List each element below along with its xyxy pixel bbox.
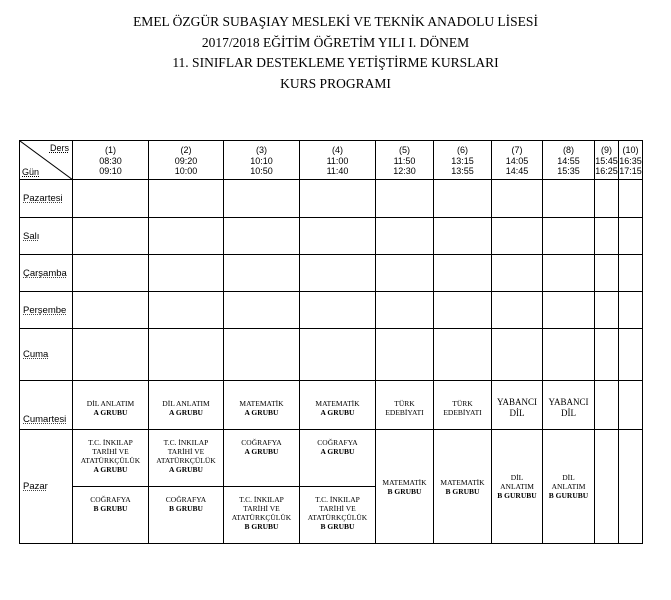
day-label: Perşembe bbox=[20, 292, 73, 329]
course-cell: MATEMATİK B GRUBU bbox=[434, 430, 492, 544]
period-header: (1) 08:30 09:10 bbox=[73, 141, 149, 180]
period-header: (3) 10:10 10:50 bbox=[224, 141, 300, 180]
period-header: (8) 14:55 15:35 bbox=[543, 141, 595, 180]
day-label: Pazartesi bbox=[20, 180, 73, 218]
course-cell: YABANCI DİL bbox=[492, 381, 543, 430]
period-header-row bbox=[20, 141, 643, 180]
schedule-table bbox=[19, 140, 643, 544]
day-row-cumartesi bbox=[20, 381, 643, 430]
day-row-pazartesi bbox=[20, 180, 643, 218]
course-cell: T.C. İNKILAP TARİHİ VE ATATÜRKÇÜLÜK B GRUBU bbox=[300, 487, 376, 544]
course-cell: DİL ANLATIM B GURUBU bbox=[543, 430, 595, 544]
gun-label: Gün bbox=[22, 166, 40, 177]
course-cell: MATEMATİK A GRUBU bbox=[224, 381, 300, 430]
day-label: Salı bbox=[20, 218, 73, 255]
period-header: (5) 11:50 12:30 bbox=[376, 141, 434, 180]
day-label: Cumartesi bbox=[20, 381, 73, 430]
period-header: (9) 15:45 16:25 bbox=[595, 141, 619, 180]
program-title: KURS PROGRAMI bbox=[280, 75, 391, 91]
day-label: Çarşamba bbox=[20, 255, 73, 292]
day-row-carsamba bbox=[20, 255, 643, 292]
course-cell: T.C. İNKILAP TARİHİ VE ATATÜRKÇÜLÜK A GRUBU bbox=[149, 430, 224, 487]
course-cell: COĞRAFYA B GRUBU bbox=[149, 487, 224, 544]
course-schedule bbox=[19, 140, 642, 542]
day-row-sali bbox=[20, 218, 643, 255]
academic-year: 2017/2018 EĞİTİM ÖĞRETİM YILI I. DÖNEM bbox=[201, 34, 470, 50]
course-cell: T.C. İNKILAP TARİHİ VE ATATÜRKÇÜLÜK B GRUBU bbox=[224, 487, 300, 544]
course-cell: COĞRAFYA A GRUBU bbox=[224, 430, 300, 487]
course-cell: DİL ANLATIM A GRUBU bbox=[73, 381, 149, 430]
course-cell: DİL ANLATIM B GURUBU bbox=[492, 430, 543, 544]
day-row-persembe bbox=[20, 292, 643, 329]
period-header: (2) 09:20 10:00 bbox=[149, 141, 224, 180]
course-cell: YABANCI DİL bbox=[543, 381, 595, 430]
course-cell: T.C. İNKILAP TARİHİ VE ATATÜRKÇÜLÜK A GRUBU bbox=[73, 430, 149, 487]
course-cell: COĞRAFYA B GRUBU bbox=[73, 487, 149, 544]
ders-label: Ders bbox=[49, 143, 69, 153]
period-header: (4) 11:00 11:40 bbox=[300, 141, 376, 180]
course-cell: TÜRK EDEBİYATI bbox=[434, 381, 492, 430]
corner-cell bbox=[20, 141, 73, 180]
course-cell: MATEMATİK B GRUBU bbox=[376, 430, 434, 544]
day-label: Cuma bbox=[20, 329, 73, 381]
course-cell: DİL ANLATIM A GRUBU bbox=[149, 381, 224, 430]
day-row-pazar bbox=[20, 430, 643, 487]
day-row-cuma bbox=[20, 329, 643, 381]
period-header: (10) 16:35 17:15 bbox=[619, 141, 643, 180]
course-cell: COĞRAFYA A GRUBU bbox=[300, 430, 376, 487]
course-cell: MATEMATİK A GRUBU bbox=[300, 381, 376, 430]
school-name: EMEL ÖZGÜR SUBAŞIAY MESLEKİ VE TEKNİK ANADOLU LİSESİ bbox=[133, 14, 538, 29]
document-header bbox=[0, 12, 671, 94]
period-header: (7) 14:05 14:45 bbox=[492, 141, 543, 180]
day-label: Pazar bbox=[20, 430, 73, 544]
period-header: (6) 13:15 13:55 bbox=[434, 141, 492, 180]
course-cell: TÜRK EDEBİYATI bbox=[376, 381, 434, 430]
course-title: 11. SINIFLAR DESTEKLEME YETİŞTİRME KURSLARI bbox=[172, 55, 499, 70]
